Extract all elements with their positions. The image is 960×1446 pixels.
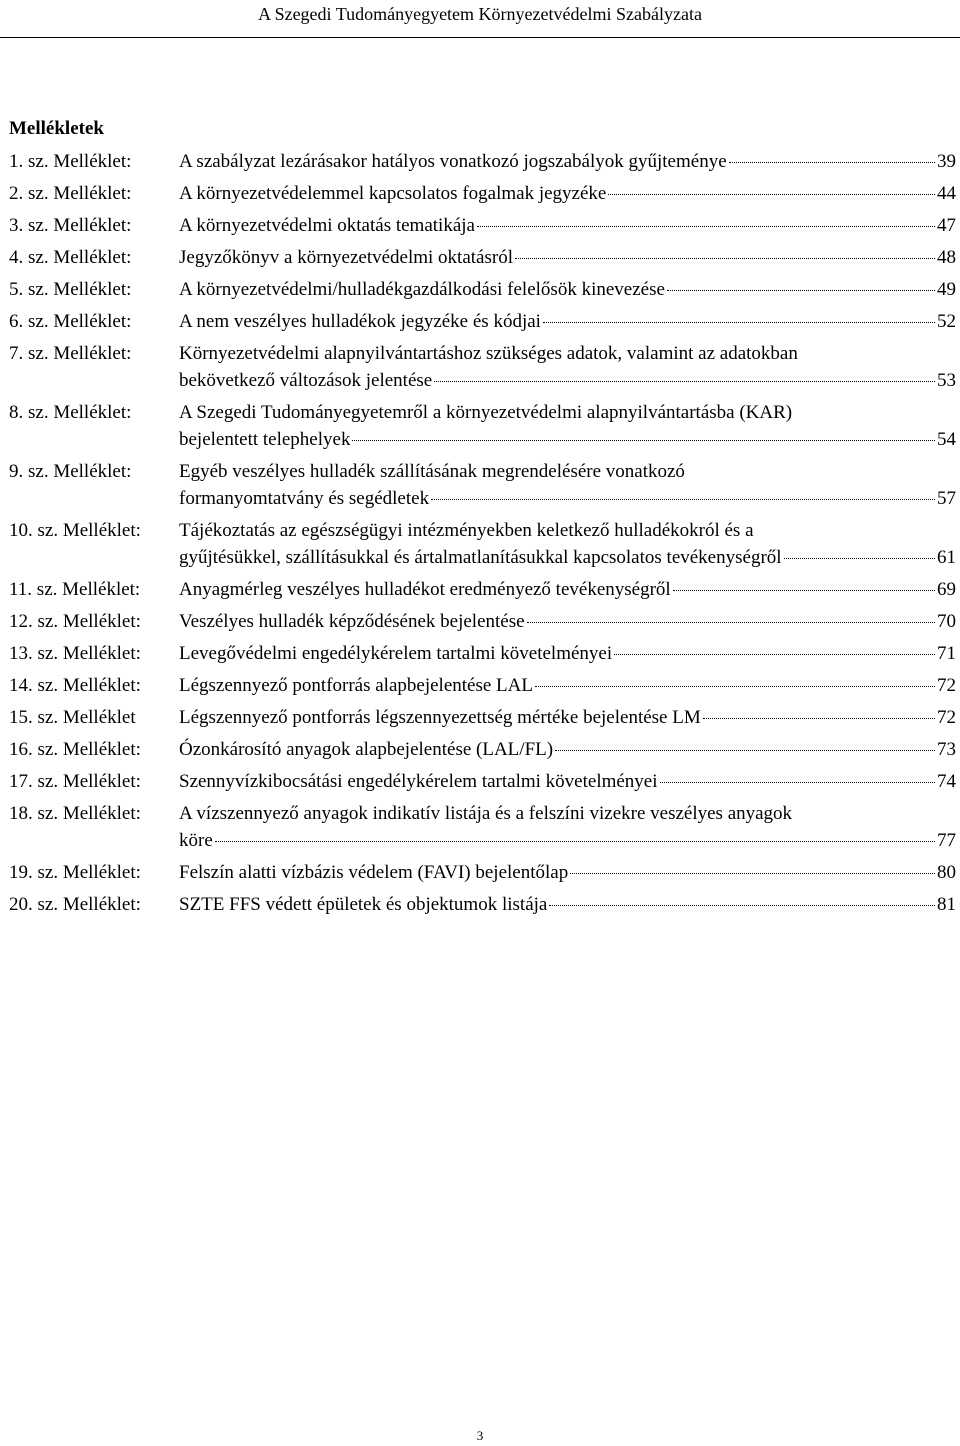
dot-leader (570, 873, 935, 874)
toc-entry-title-line: A nem veszélyes hulladékok jegyzéke és kódjai (179, 311, 541, 332)
toc-entry-title-line: Felszín alatti vízbázis védelem (FAVI) bejelentőlap (179, 862, 569, 883)
toc-entry[interactable] (9, 338, 956, 397)
dot-leader (667, 290, 935, 291)
page-number: 3 (476, 1428, 484, 1443)
toc-entry[interactable] (9, 397, 956, 456)
toc-entry-title-line: Környezetvédelmi alapnyilvántartáshoz szükséges adatok, valamint az adatokban (179, 343, 798, 364)
toc-list (9, 146, 956, 921)
toc-entry-title-line: Légszennyező pontforrás légszennyezettség mértéke bejelentése LM (179, 707, 701, 728)
dot-leader (703, 718, 935, 719)
toc-entry[interactable] (9, 274, 956, 306)
toc-entry-title (179, 606, 956, 638)
dot-leader (614, 654, 935, 655)
toc-entry[interactable] (9, 857, 956, 889)
toc-entry[interactable] (9, 670, 956, 702)
dot-leader (729, 162, 935, 163)
toc-entry-page: 72 (937, 675, 956, 696)
dot-leader (515, 258, 935, 259)
toc-entry-page: 72 (937, 707, 956, 728)
document-header-title: A Szegedi Tudományegyetem Környezetvédelmi Szabályzata (258, 4, 702, 24)
toc-entry-label: 16. sz. Melléklet: (9, 739, 141, 760)
header-divider (0, 37, 960, 38)
toc-entry-page: 57 (937, 488, 956, 509)
toc-entry[interactable] (9, 456, 956, 515)
toc-entry-page: 69 (937, 579, 956, 600)
toc-entry[interactable] (9, 146, 956, 178)
toc-entry-label: 6. sz. Melléklet: (9, 311, 132, 332)
toc-entry-label: 4. sz. Melléklet: (9, 247, 132, 268)
dot-leader (549, 905, 935, 906)
toc-entry-label: 19. sz. Melléklet: (9, 862, 141, 883)
toc-entry-page: 61 (937, 547, 956, 568)
toc-entry-title (179, 242, 956, 274)
toc-entry-label: 1. sz. Melléklet: (9, 151, 132, 172)
toc-entry-title-line: Jegyzőkönyv a környezetvédelmi oktatásról (179, 247, 513, 268)
dot-leader (555, 750, 935, 751)
toc-entry-title-line: A környezetvédelmi oktatás tematikája (179, 215, 475, 236)
toc-entry-label: 3. sz. Melléklet: (9, 215, 132, 236)
toc-entry-title (179, 397, 956, 456)
toc-entry-page: 44 (937, 183, 956, 204)
toc-entry-title-line: Légszennyező pontforrás alapbejelentése LAL (179, 675, 533, 696)
dot-leader (608, 194, 935, 195)
dot-leader (543, 322, 935, 323)
toc-entry[interactable] (9, 638, 956, 670)
toc-entry-title-line: Ózonkárosító anyagok alapbejelentése (LAL/FL) (179, 739, 554, 760)
toc-entry-page: 52 (937, 311, 956, 332)
toc-entry[interactable] (9, 242, 956, 274)
dot-leader (784, 558, 935, 559)
toc-entry-title-line: köre (179, 830, 213, 851)
toc-entry-label: 12. sz. Melléklet: (9, 611, 141, 632)
toc-entry-title-line: bejelentett telephelyek (179, 429, 351, 450)
toc-entry-title-line: SZTE FFS védett épületek és objektumok listája (179, 894, 548, 915)
toc-entry-title (179, 146, 956, 178)
toc-entry[interactable] (9, 178, 956, 210)
toc-entry-page: 54 (937, 429, 956, 450)
toc-entry-page: 81 (937, 894, 956, 915)
dot-leader (660, 782, 935, 783)
toc-entry-title-line: Egyéb veszélyes hulladék szállításának megrendelésére vonatkozó (179, 461, 685, 482)
toc-entry-title (179, 889, 956, 921)
toc-entry[interactable] (9, 798, 956, 857)
toc-entry-title (179, 274, 956, 306)
toc-entry[interactable] (9, 889, 956, 921)
toc-entry-title (179, 766, 956, 798)
toc-entry-title (179, 306, 956, 338)
toc-entry-label: 15. sz. Melléklet (9, 707, 136, 728)
toc-entry-title-line: bekövetkező változások jelentése (179, 370, 433, 391)
toc-entry-label: 14. sz. Melléklet: (9, 675, 141, 696)
toc-entry-title (179, 574, 956, 606)
toc-entry-title (179, 702, 956, 734)
toc-entry-title-line: Levegővédelmi engedélykérelem tartalmi követelményei (179, 643, 613, 664)
toc-entry-label: 9. sz. Melléklet: (9, 461, 132, 482)
toc-entry-title (179, 798, 956, 857)
toc-entry-title-line: Tájékoztatás az egészségügyi intézményekben keletkező hulladékokról és a (179, 520, 754, 541)
toc-entry[interactable] (9, 306, 956, 338)
dot-leader (527, 622, 935, 623)
toc-entry-title-line: A szabályzat lezárásakor hatályos vonatkozó jogszabályok gyűjteménye (179, 151, 727, 172)
toc-entry-page: 39 (937, 151, 956, 172)
toc-entry[interactable] (9, 210, 956, 242)
toc-entry-label: 7. sz. Melléklet: (9, 343, 132, 364)
toc-entry[interactable] (9, 766, 956, 798)
toc-entry-page: 71 (937, 643, 956, 664)
toc-entry-title (179, 456, 956, 515)
toc-entry-page: 77 (937, 830, 956, 851)
toc-entry-label: 18. sz. Melléklet: (9, 803, 141, 824)
toc-entry-label: 5. sz. Melléklet: (9, 279, 132, 300)
toc-entry-title (179, 210, 956, 242)
toc-entry-label: 11. sz. Melléklet: (9, 579, 141, 600)
toc-entry-label: 17. sz. Melléklet: (9, 771, 141, 792)
toc-entry-title (179, 178, 956, 210)
toc-entry-title (179, 638, 956, 670)
toc-entry-title-line: A Szegedi Tudományegyetemről a környezetvédelmi alapnyilvántartásba (KAR) (179, 402, 793, 423)
toc-entry-title (179, 670, 956, 702)
toc-entry-page: 48 (937, 247, 956, 268)
toc-entry-page: 73 (937, 739, 956, 760)
toc-entry-title-line: gyűjtésükkel, szállításukkal és ártalmatlanításukkal kapcsolatos tevékenységről (179, 547, 782, 568)
dot-leader (673, 590, 935, 591)
toc-entry-title (179, 857, 956, 889)
toc-entry-title-line: Szennyvízkibocsátási engedélykérelem tartalmi követelményei (179, 771, 658, 792)
section-title: Mellékletek (9, 118, 104, 139)
toc-entry-label: 10. sz. Melléklet: (9, 520, 141, 541)
toc-entry-title (179, 338, 956, 397)
dot-leader (535, 686, 935, 687)
toc-entry[interactable] (9, 574, 956, 606)
toc-entry-page: 49 (937, 279, 956, 300)
toc-entry-label: 2. sz. Melléklet: (9, 183, 132, 204)
toc-entry-title-line: formanyomtatvány és segédletek (179, 488, 430, 509)
toc-entry-label: 13. sz. Melléklet: (9, 643, 141, 664)
toc-entry-title-line: A környezetvédelemmel kapcsolatos fogalmak jegyzéke (179, 183, 607, 204)
toc-entry-title-line: A vízszennyező anyagok indikatív listája és a felszíni vizekre veszélyes anyagok (179, 803, 793, 824)
toc-entry-page: 47 (937, 215, 956, 236)
toc-entry-page: 70 (937, 611, 956, 632)
toc-entry[interactable] (9, 734, 956, 766)
dot-leader (477, 226, 935, 227)
toc-entry-label: 20. sz. Melléklet: (9, 894, 141, 915)
toc-entry-label: 8. sz. Melléklet: (9, 402, 132, 423)
toc-entry[interactable] (9, 515, 956, 574)
toc-entry-title-line: Anyagmérleg veszélyes hulladékot eredményező tevékenységről (179, 579, 671, 600)
toc-entry[interactable] (9, 606, 956, 638)
toc-entry[interactable] (9, 702, 956, 734)
toc-entry-page: 80 (937, 862, 956, 883)
toc-entry-title-line: A környezetvédelmi/hulladékgazdálkodási felelősök kinevezése (179, 279, 665, 300)
toc-entry-page: 74 (937, 771, 956, 792)
toc-entry-title-line: Veszélyes hulladék képződésének bejelentése (179, 611, 525, 632)
dot-leader (215, 841, 935, 842)
dot-leader (434, 381, 935, 382)
toc-entry-page: 53 (937, 370, 956, 391)
dot-leader (352, 440, 935, 441)
dot-leader (431, 499, 935, 500)
toc-entry-title (179, 515, 956, 574)
toc-entry-title (179, 734, 956, 766)
